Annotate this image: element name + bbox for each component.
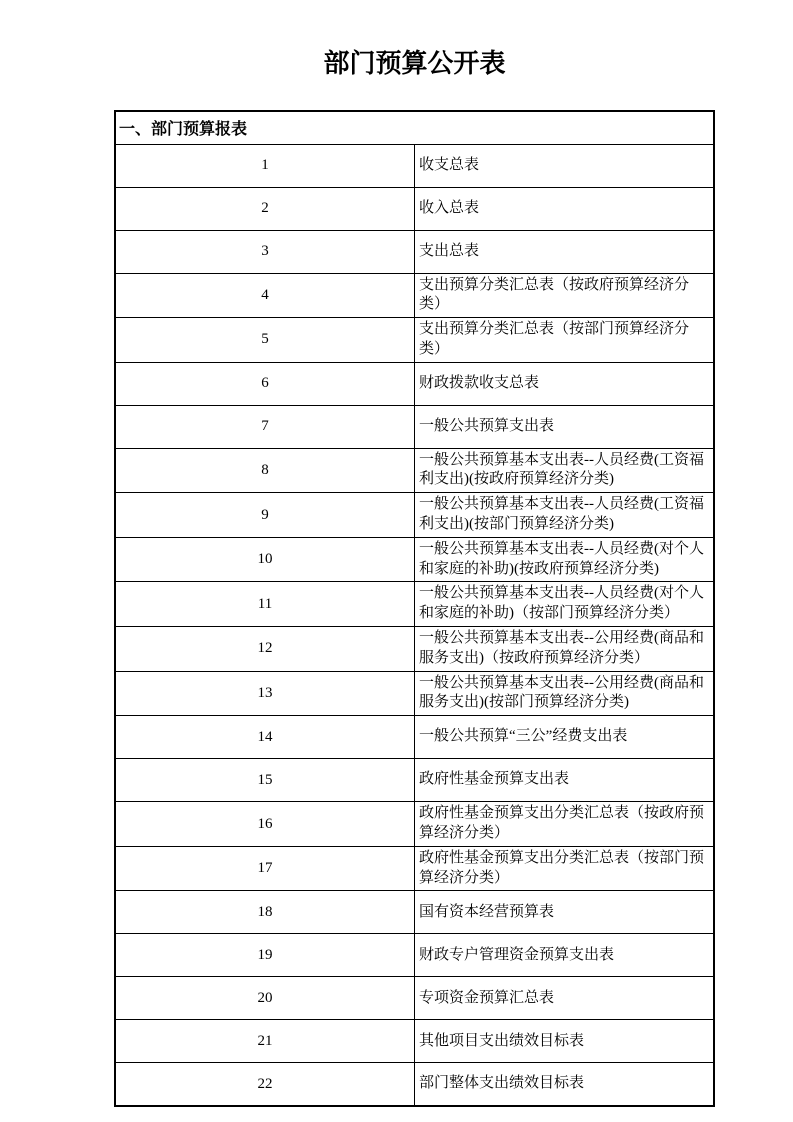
row-title: 支出总表 [415, 230, 715, 273]
row-number: 22 [115, 1063, 415, 1106]
row-title: 部门整体支出绩效目标表 [415, 1063, 715, 1106]
table-row [115, 977, 714, 1020]
row-title: 一般公共预算基本支出表--人员经费(工资福利支出)(按部门预算经济分类) [415, 493, 715, 538]
table-body [115, 144, 714, 1106]
table-row [115, 934, 714, 977]
row-number: 4 [115, 273, 415, 318]
row-title: 一般公共预算基本支出表--公用经费(商品和服务支出)（按政府预算经济分类） [415, 627, 715, 672]
row-title: 一般公共预算基本支出表--人员经费(工资福利支出)(按政府预算经济分类) [415, 448, 715, 493]
table-row [115, 405, 714, 448]
table-row [115, 493, 714, 538]
row-number: 7 [115, 405, 415, 448]
row-number: 2 [115, 187, 415, 230]
table-row [115, 582, 714, 627]
row-number: 15 [115, 759, 415, 802]
row-number: 10 [115, 537, 415, 582]
row-number: 14 [115, 716, 415, 759]
row-title: 财政专户管理资金预算支出表 [415, 934, 715, 977]
row-title: 政府性基金预算支出表 [415, 759, 715, 802]
table-row [115, 537, 714, 582]
section-header: 一、部门预算报表 [115, 111, 714, 144]
table-row [115, 318, 714, 363]
row-number: 17 [115, 846, 415, 891]
row-number: 5 [115, 318, 415, 363]
table-header [115, 111, 714, 144]
row-number: 12 [115, 627, 415, 672]
table-row [115, 716, 714, 759]
row-title: 一般公共预算基本支出表--公用经费(商品和服务支出)(按部门预算经济分类) [415, 671, 715, 716]
row-number: 19 [115, 934, 415, 977]
row-title: 支出预算分类汇总表（按部门预算经济分类） [415, 318, 715, 363]
row-title: 收支总表 [415, 144, 715, 187]
section-header-row [115, 111, 714, 144]
row-title: 其他项目支出绩效目标表 [415, 1020, 715, 1063]
row-number: 21 [115, 1020, 415, 1063]
table-row [115, 846, 714, 891]
table-row [115, 1020, 714, 1063]
row-number: 9 [115, 493, 415, 538]
row-title: 一般公共预算基本支出表--人员经费(对个人和家庭的补助)(按政府预算经济分类) [415, 537, 715, 582]
table-row [115, 230, 714, 273]
row-number: 1 [115, 144, 415, 187]
row-number: 16 [115, 802, 415, 847]
row-title: 政府性基金预算支出分类汇总表（按部门预算经济分类） [415, 846, 715, 891]
row-title: 支出预算分类汇总表（按政府预算经济分类） [415, 273, 715, 318]
row-title: 政府性基金预算支出分类汇总表（按政府预算经济分类） [415, 802, 715, 847]
row-number: 3 [115, 230, 415, 273]
row-number: 18 [115, 891, 415, 934]
row-title: 专项资金预算汇总表 [415, 977, 715, 1020]
row-title: 一般公共预算“三公”经费支出表 [415, 716, 715, 759]
row-number: 13 [115, 671, 415, 716]
table-row [115, 187, 714, 230]
table-row [115, 671, 714, 716]
table-row [115, 273, 714, 318]
table-row [115, 759, 714, 802]
table-row [115, 144, 714, 187]
table-row [115, 627, 714, 672]
budget-table [114, 110, 715, 1107]
row-title: 财政拨款收支总表 [415, 362, 715, 405]
table-row [115, 1063, 714, 1106]
page-title: 部门预算公开表 [323, 49, 506, 78]
row-title: 收入总表 [415, 187, 715, 230]
row-number: 6 [115, 362, 415, 405]
row-number: 8 [115, 448, 415, 493]
row-title: 一般公共预算基本支出表--人员经费(对个人和家庭的补助)（按部门预算经济分类） [415, 582, 715, 627]
table-row [115, 448, 714, 493]
table-row [115, 362, 714, 405]
row-title: 国有资本经营预算表 [415, 891, 715, 934]
table-row [115, 891, 714, 934]
row-number: 20 [115, 977, 415, 1020]
table-row [115, 802, 714, 847]
row-number: 11 [115, 582, 415, 627]
row-title: 一般公共预算支出表 [415, 405, 715, 448]
